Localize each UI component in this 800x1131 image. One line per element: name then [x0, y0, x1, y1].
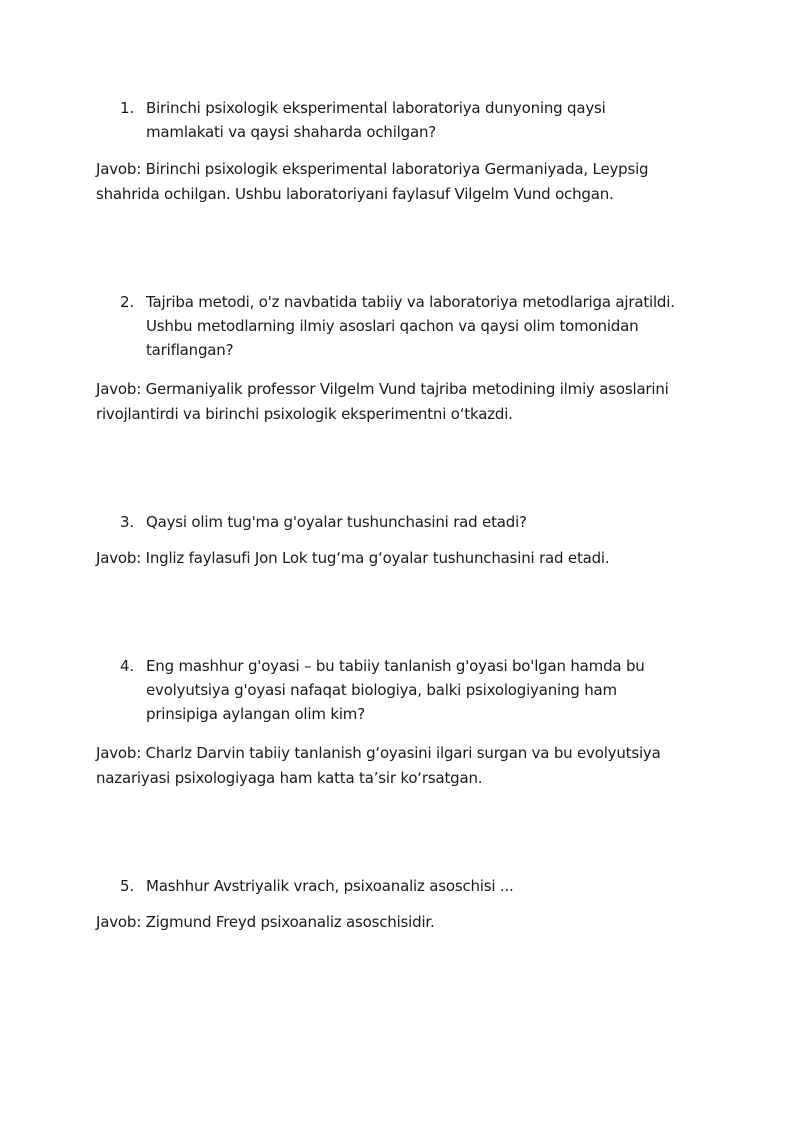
question-text: Eng mashhur g'oyasi – bu tabiiy tanlanish g'oyasi bo'lgan hamda bu evolyutsiya g'oyasi nafaqat biologiya, balki psixologiyaning ham prinsipiga aylangan olim kim?: [146, 657, 645, 723]
answer-2: Javob: Germaniyalik professor Vilgelm Vund tajriba metodining ilmiy asoslarini rivojlantirdi va birinchi psixologik eksperimentni o‘tkazdi.: [96, 380, 669, 423]
question-text: Tajriba metodi, o'z navbatida tabiiy va laboratoriya metodlariga ajratildi. Ushbu metodlarning ilmiy asoslari qachon va qaysi olim tomonidan tariflangan?: [146, 293, 675, 359]
question-number: 2.: [120, 293, 134, 311]
question-text: Mashhur Avstriyalik vrach, psixoanaliz asoschisi ...: [146, 877, 514, 895]
answer-3: Javob: Ingliz faylasufi Jon Lok tug‘ma g‘oyalar tushunchasini rad etadi.: [96, 549, 610, 567]
question-number: 4.: [120, 657, 134, 675]
question-4: [120, 654, 680, 726]
question-5: [120, 874, 680, 898]
question-number: 3.: [120, 513, 134, 531]
answer-5: Javob: Zigmund Freyd psixoanaliz asoschisidir.: [96, 913, 435, 931]
answer-1: Javob: Birinchi psixologik eksperimental laboratoriya Germaniyada, Leypsig shahrida ochilgan. Ushbu laboratoriyani faylasuf Vilgelm Vund ochgan.: [96, 160, 649, 203]
question-2: [120, 290, 680, 362]
question-text: Qaysi olim tug'ma g'oyalar tushunchasini rad etadi?: [146, 513, 527, 531]
question-text: Birinchi psixologik eksperimental laboratoriya dunyoning qaysi mamlakati va qaysi shaharda ochilgan?: [146, 99, 606, 141]
question-number: 5.: [120, 877, 134, 895]
question-3: [120, 510, 680, 534]
question-1: [120, 96, 680, 144]
answer-4: Javob: Charlz Darvin tabiiy tanlanish g‘oyasini ilgari surgan va bu evolyutsiya nazariyasi psixologiyaga ham katta ta’sir ko‘rsatgan.: [96, 744, 661, 787]
question-number: 1.: [120, 99, 134, 117]
